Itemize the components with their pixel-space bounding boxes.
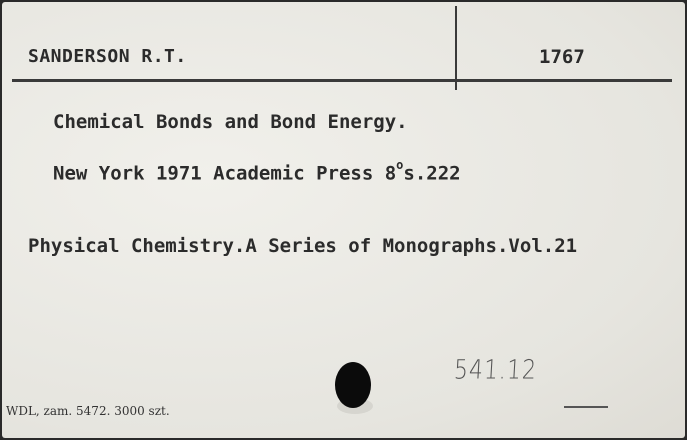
imprint-line — [53, 158, 461, 185]
header-rule — [12, 79, 672, 82]
imprint-superscript: o — [396, 158, 404, 172]
printer-footer: WDL, zam. 5472. 3000 szt. — [6, 404, 170, 418]
pencil-dash — [564, 406, 608, 408]
catalog-card — [2, 2, 685, 438]
call-number: 1767 — [539, 46, 585, 68]
series-statement: Physical Chemistry.A Series of Monographs.Vol.21 — [28, 235, 578, 257]
punch-hole — [335, 362, 371, 408]
author-name: SANDERSON R.T. — [28, 46, 187, 67]
book-title: Chemical Bonds and Bond Energy. — [53, 111, 408, 133]
imprint-text: New York 1971 Academic Press 8 — [53, 162, 397, 185]
header-divider — [455, 6, 457, 90]
imprint-pages: s.222 — [403, 162, 461, 185]
handwritten-classification: 541.12 — [453, 355, 538, 386]
